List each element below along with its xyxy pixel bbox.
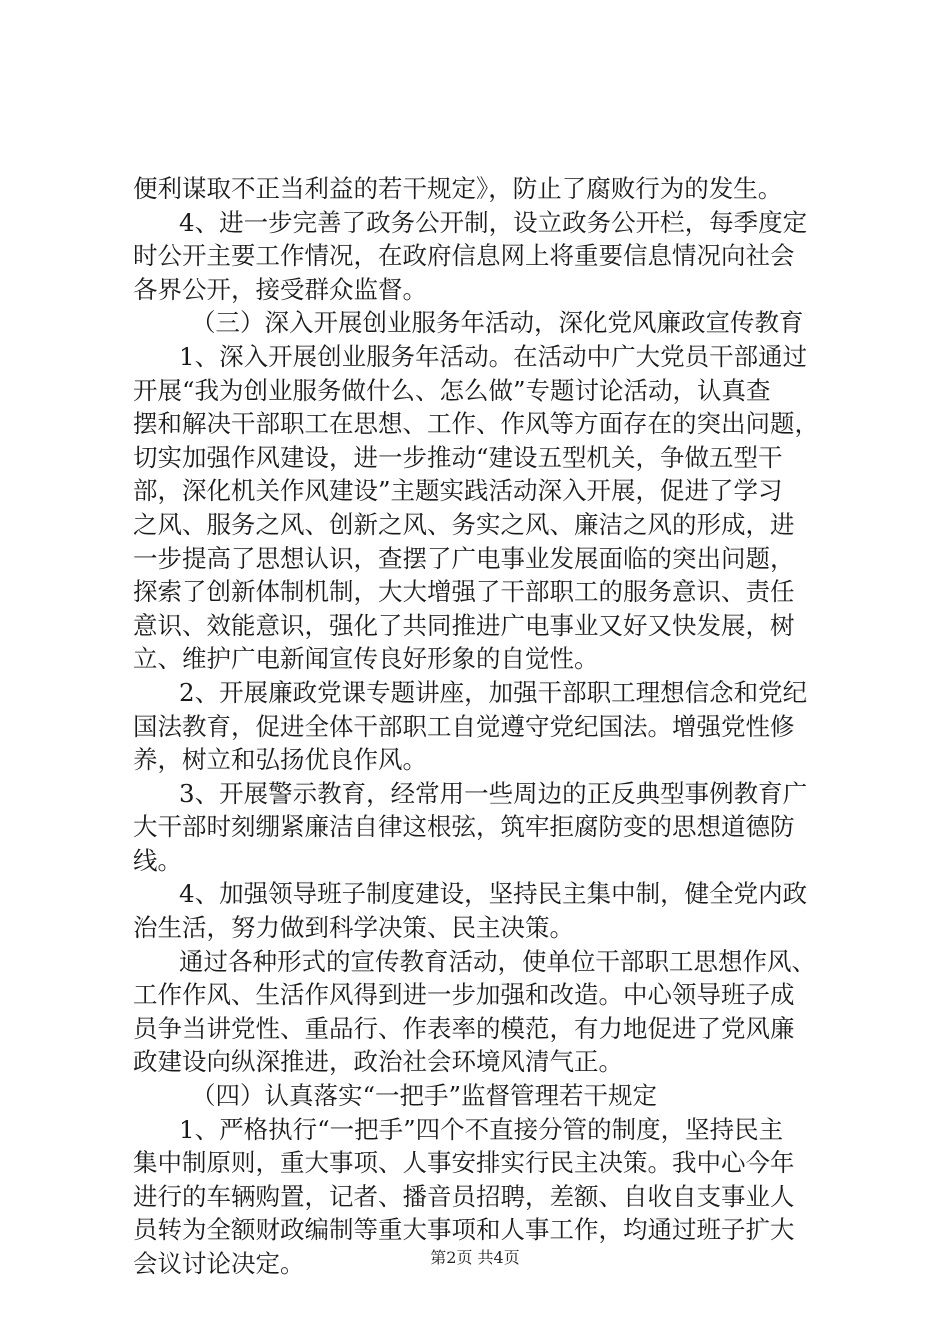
text-line: 通过各种形式的宣传教育活动，使单位干部职工思想作风、 <box>179 946 816 976</box>
text-line: 立、维护广电新闻宣传良好形象的自觉性。 <box>133 644 599 674</box>
text-line: 大干部时刻绷紧廉洁自律这根弦，筑牢拒腐防变的思想道德防 <box>133 812 795 842</box>
text-line: 便利谋取不正当利益的若干规定》，防止了腐败行为的发生。 <box>133 174 783 203</box>
text-line: 之风、服务之风、创新之风、务实之风、廉洁之风的形成，进 <box>133 509 795 539</box>
text-line: 4、进一步完善了政务公开制，设立政务公开栏，每季度定 <box>179 207 808 237</box>
text-line: 线。 <box>133 845 182 875</box>
text-line: 国法教育，促进全体干部职工自觉遵守党纪国法。增强党性修 <box>133 711 795 741</box>
text-line: 时公开主要工作情况，在政府信息网上将重要信息情况向社会 <box>133 241 795 271</box>
text-line: 开展“我为创业服务做什么、怎么做”专题讨论活动，认真查 <box>133 375 771 405</box>
text-line: 意识、效能意识，强化了共同推进广电事业又好又快发展，树 <box>133 610 795 640</box>
text-line: 治生活，努力做到科学决策、民主决策。 <box>133 913 574 943</box>
text-line: 4、加强领导班子制度建设，坚持民主集中制，健全党内政 <box>179 879 808 909</box>
text-line: 各界公开，接受群众监督。 <box>133 274 427 304</box>
text-line: 养，树立和弘扬优良作风。 <box>133 745 427 775</box>
page-number: 第2页 共4页 <box>430 1248 520 1267</box>
text-line: 1、严格执行“一把手”四个不直接分管的制度，坚持民主 <box>179 1114 784 1144</box>
section-heading: （四）认真落实“一把手”监督管理若干规定 <box>191 1081 658 1111</box>
text-line: 会议讨论决定。 <box>133 1249 305 1278</box>
text-line: 一步提高了思想认识，查摆了广电事业发展面临的突出问题， <box>133 543 795 573</box>
text-line: 探索了创新体制机制，大大增强了干部职工的服务意识、责任 <box>133 577 795 607</box>
text-line: 政建设向纵深推进，政治社会环境风清气正。 <box>133 1047 623 1077</box>
text-line: 工作作风、生活作风得到进一步加强和改造。中心领导班子成 <box>133 980 795 1010</box>
section-heading: （三）深入开展创业服务年活动，深化党风廉政宣传教育 <box>191 308 804 338</box>
text-line: 摆和解决干部职工在思想、工作、作风等方面存在的突出问题， <box>133 409 819 439</box>
text-line: 集中制原则，重大事项、人事安排实行民主决策。我中心今年 <box>133 1148 795 1178</box>
document-body <box>133 172 845 1281</box>
text-line: 1、深入开展创业服务年活动。在活动中广大党员干部通过 <box>179 341 808 371</box>
text-line: 部，深化机关作风建设”主题实践活动深入开展，促进了学习 <box>133 476 783 506</box>
text-line: 切实加强作风建设，进一步推动“建设五型机关，争做五型干 <box>133 442 783 472</box>
text-line: 员争当讲党性、重品行、作表率的模范，有力地促进了党风廉 <box>133 1013 795 1043</box>
text-line: 2、开展廉政党课专题讲座，加强干部职工理想信念和党纪 <box>179 677 808 707</box>
text-line: 员转为全额财政编制等重大事项和人事工作，均通过班子扩大 <box>133 1215 795 1245</box>
text-line: 3、开展警示教育，经常用一些周边的正反典型事例教育广 <box>179 778 808 808</box>
text-line: 进行的车辆购置，记者、播音员招聘，差额、自收自支事业人 <box>133 1181 795 1211</box>
